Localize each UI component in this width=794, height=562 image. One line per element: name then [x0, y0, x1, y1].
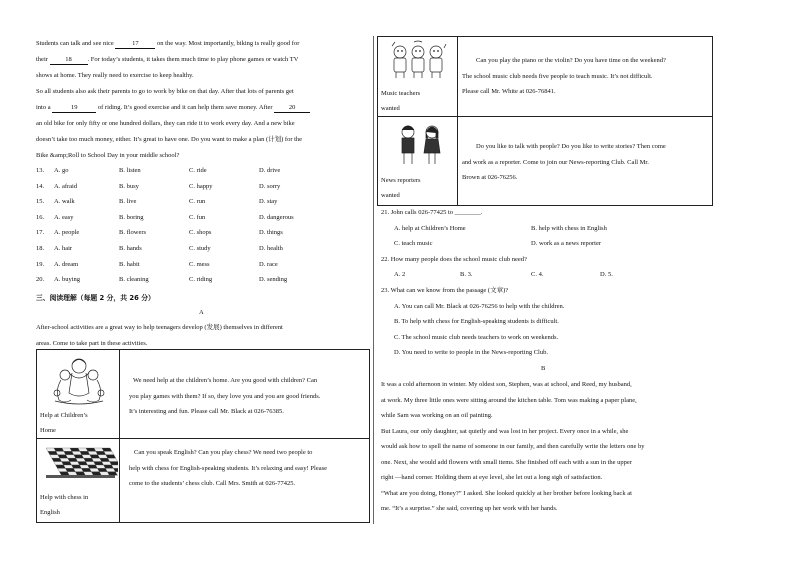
ad-cell-image — [378, 117, 458, 206]
cloze-option: B. habit — [119, 260, 140, 268]
question-option: A. help at Children’s Home — [394, 225, 466, 232]
ads-table-right — [377, 36, 713, 206]
question-stem: 23. What can we know from the passage (文章)? — [381, 287, 509, 294]
question-option: D. work as a news reporter — [531, 240, 602, 247]
chessboard-square — [104, 451, 114, 454]
passage-b-line: while Sam was working on an oil painting. — [381, 412, 493, 419]
blank-17: 17 — [115, 41, 155, 49]
passage-a-label: A — [199, 309, 204, 316]
cloze-option: A. dream — [54, 260, 79, 268]
ad-text: We need help at the children’s home. Are you good with children? Can — [133, 377, 318, 384]
ad-text: Brown at 026-76256. — [462, 174, 518, 181]
passage-line: into a 19 of riding. It’s good exercise and it can help them save money. After 20 — [36, 105, 310, 113]
question-option: C. The school music club needs teachers to work on weekends. — [394, 334, 559, 341]
ad-cell-text — [458, 37, 713, 117]
cloze-option: B. flowers — [119, 229, 147, 237]
ad-text: help with chess for English-speaking students. It’s relaxing and easy! Please — [129, 464, 328, 472]
cloze-option: D. sorry — [259, 182, 281, 190]
cloze-option: B. hands — [119, 245, 142, 252]
cloze-option: D. health — [259, 245, 283, 252]
cloze-option: A. people — [54, 229, 80, 237]
cloze-option: D. things — [259, 229, 283, 237]
ad-cell-image — [37, 350, 120, 439]
chessboard-square — [102, 448, 112, 451]
question-option: A. 2 — [394, 271, 406, 278]
cloze-option: B. busy — [119, 182, 139, 190]
cloze-option: C. riding — [189, 276, 213, 284]
cloze-number: 17. — [36, 229, 45, 237]
cloze-option: B. boring — [119, 213, 144, 221]
cloze-option: D. stay — [259, 198, 278, 206]
question-option: D. 5. — [600, 271, 613, 278]
passage-a-intro: areas. Come to take part in these activities. — [36, 340, 148, 347]
question-option: B. To help with chess for English-speaking students is difficult. — [394, 318, 559, 325]
music-children-icon — [386, 40, 450, 80]
cloze-number: 18. — [36, 245, 45, 252]
cloze-option: A. buying — [54, 276, 80, 284]
ad-text: Please call Mr. White at 026-76841. — [462, 88, 556, 95]
chessboard-icon — [40, 444, 118, 480]
cloze-option: D. dangerous — [259, 213, 294, 221]
cloze-option: B. cleaning — [119, 276, 149, 284]
passage-a-intro: After-school activities are a great way to help teenagers develop (发展) themselves in different — [36, 324, 283, 331]
cloze-number: 15. — [36, 198, 45, 206]
cloze-option: C. study — [189, 245, 211, 252]
ad-caption: News reporters — [381, 177, 421, 184]
passage-line: shows at home. They really need to exercise to keep healthy. — [36, 72, 194, 79]
ad-caption: Home — [40, 427, 56, 434]
cloze-option: B. listen — [119, 167, 141, 174]
cloze-option: A. walk — [54, 198, 75, 206]
ad-caption: English — [40, 509, 60, 516]
passage-b-line: one. Next, she would add flowers with small items. She finished off each with a sun in the upper — [381, 458, 632, 466]
ad-text: Do you like to talk with people? Do you like to write stories? Then come — [476, 143, 666, 150]
question-option: C. teach music — [394, 240, 433, 247]
chessboard-square — [108, 458, 118, 461]
cloze-number: 13. — [36, 167, 45, 174]
ad-caption: Help at Children’s — [40, 412, 88, 419]
ad-cell-text — [120, 439, 370, 523]
ad-caption: wanted — [381, 105, 400, 112]
column-divider — [373, 36, 374, 524]
passage-b-label: B — [541, 365, 546, 372]
cloze-number: 14. — [36, 182, 45, 190]
cloze-number: 20. — [36, 276, 45, 284]
ad-caption: Help with chess in — [40, 494, 89, 501]
passage-b-line: It was a cold afternoon in winter. My oldest son, Stephen, was at school, and Reed, my husband, — [381, 381, 632, 388]
ad-cell-text — [458, 117, 713, 206]
cloze-option: D. drive — [259, 167, 281, 174]
cloze-number: 19. — [36, 260, 45, 268]
cloze-option: C. mess — [189, 260, 210, 268]
cloze-option: C. happy — [189, 182, 213, 190]
passage-b-line: right —hand corner. Holding them at eye level, she let out a long sigh of satisfaction. — [381, 474, 603, 481]
passage-line: doesn’t take too much money, either. It’s great to have one. Do you want to make a plan (计划) for the — [36, 136, 303, 143]
ad-cell-image — [37, 439, 120, 523]
passage-b-line: would ask how to spell the name of someone in our family, and then carefully write the letters one by — [381, 443, 645, 450]
cloze-option: C. fun — [189, 213, 206, 221]
ad-text: you play games with them? If so, they love you and you are good friends. — [129, 392, 321, 400]
children-group-icon — [39, 353, 119, 405]
cloze-option: A. easy — [54, 213, 74, 221]
passage-b-line: “What are you doing, Honey?” I asked. She looked quickly at her brother before looking back at — [381, 489, 632, 497]
ad-text: come to the students’ chess club. Call Mrs. Smith at 026-77425. — [129, 480, 296, 487]
cloze-option: A. hair — [54, 245, 73, 252]
passage-line: an old bike for only fifty or one hundred dollars, they can ride it to work every day. And a new bike — [36, 120, 295, 127]
reporters-icon — [390, 123, 450, 167]
cloze-option: A. afraid — [54, 182, 78, 190]
question-option: C. 4. — [531, 271, 544, 278]
cloze-option: D. race — [259, 260, 278, 268]
cloze-option: C. run — [189, 198, 206, 206]
ad-cell-image — [378, 37, 458, 117]
question-option: A. You can call Mr. Black at 026-76256 to help with the children. — [394, 303, 565, 310]
chessboard-square — [106, 455, 116, 458]
ad-text: It’s interesting and fun. Please call Mr. Black at 026-76385. — [129, 408, 284, 415]
ads-table-left — [36, 349, 370, 523]
ad-text: Can you speak English? Can you play chess? We need two people to — [134, 449, 313, 456]
question-stem: 21. John calls 026-77425 to ________. — [381, 209, 483, 216]
question-option: B. 3. — [460, 271, 473, 278]
blank-20: 20 — [274, 105, 310, 113]
passage-line: Students can talk and see nice 17 on the way. Most importantly, biking is really good for — [36, 40, 300, 47]
ad-text: and work as a reporter. Come to join our News-reporting Club. Call Mr. — [462, 158, 649, 166]
ad-cell-text — [120, 350, 370, 439]
passage-b-line: me. “It’s a surprise.” she said, covering up her work with her hands. — [381, 505, 558, 512]
passage-b-line: at work. My three little ones were sitting around the kitchen table. Tom was making a paper plane, — [381, 396, 637, 404]
blank-19: 19 — [52, 105, 96, 113]
passage-b-line: But Laura, our only daughter, sat quietly and was lost in her project. Every once in a while, she — [381, 427, 629, 435]
cloze-option: A. go — [54, 167, 69, 174]
blank-18: 18 — [50, 57, 88, 65]
passage-line: their 18 . For today’s students, it takes them much time to play phone games or watch TV — [36, 56, 299, 63]
question-option: B. help with chess in English — [531, 225, 607, 232]
cloze-option: D. sending — [259, 276, 288, 284]
ad-caption: Music teachers — [381, 90, 421, 97]
ad-text: Can you play the piano or the violin? Do you have time on the weekend? — [476, 57, 666, 64]
cloze-number: 16. — [36, 213, 45, 221]
cloze-option: C. shops — [189, 229, 212, 237]
ad-caption: wanted — [381, 192, 400, 199]
section-title: 三、阅读理解（每题 2 分，共 26 分） — [36, 294, 155, 302]
passage-line: So all students also ask their parents to go to work by bike on that day. After that lots of parents get — [36, 88, 294, 95]
chessboard-edge — [46, 475, 115, 478]
passage-line: Bike &amp;Roll to School Day in your middle school? — [36, 152, 180, 159]
question-stem: 22. How many people does the school music club need? — [381, 256, 527, 263]
cloze-option: C. ride — [189, 167, 207, 174]
question-option: D. You need to write to people in the News-reporting Club. — [394, 349, 548, 356]
cloze-option: B. live — [119, 198, 137, 206]
ad-text: The school music club needs five people to teach music. It’s not difficult. — [462, 72, 653, 80]
